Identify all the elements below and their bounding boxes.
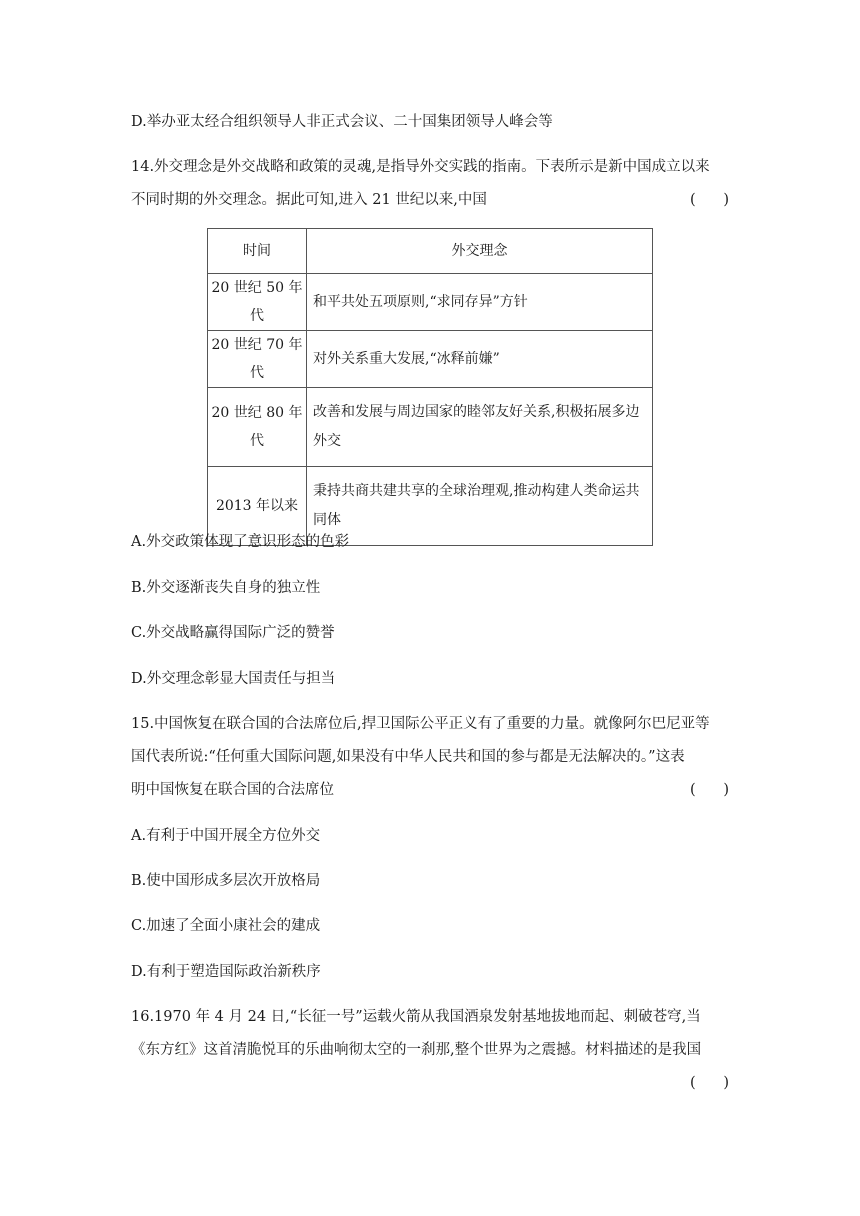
q14-option-b: B.外交逐渐丧失自身的独立性 [131,580,321,596]
table-cell-idea [307,388,653,467]
table-cell-time: 2013 年以来 [208,467,307,546]
q16-stem-line-1: 16.1970 年 4 月 24 日,“长征一号”运载火箭从我国酒泉发射基地拔地而起、刺破苍穹,当 [131,1009,701,1025]
q15-option-c: C.加速了全面小康社会的建成 [131,918,321,934]
table-cell-time: 20 世纪 50 年代 [208,274,307,331]
table-cell-time: 20 世纪 70 年代 [208,331,307,388]
q14-option-d: D.外交理念彰显大国责任与担当 [131,671,336,687]
table-cell-idea: 和平共处五项原则,“求同存异”方针 [307,274,653,331]
q15-stem-line-1: 15.中国恢复在联合国的合法席位后,捍卫国际公平正义有了重要的力量。就像阿尔巴尼亚等 [131,716,710,732]
q15-stem-line-3: 明中国恢复在联合国的合法席位 [131,782,334,798]
q15-stem-line-2: 国代表所说:“任何重大国际问题,如果没有中华人民共和国的参与都是无法解决的。”这表 [131,749,685,765]
table-cell-idea: 对外关系重大发展,“冰释前嫌” [307,331,653,388]
table-header-row [208,229,653,274]
table-row [208,274,653,331]
table-cell-idea-text: 秉持共商共建共享的全球治理观,推动构建人类命运共同体 [313,483,640,528]
q16-stem-line-2: 《东方红》这首清脆悦耳的乐曲响彻太空的一刹那,整个世界为之震撼。材料描述的是我国 [131,1042,702,1058]
table-cell-time: 20 世纪 80 年代 [208,388,307,467]
q15-answer-blank: ( ) [690,782,729,798]
q14-option-a: A.外交政策体现了意识形态的色彩 [131,534,350,550]
table-header-idea: 外交理念 [307,229,653,274]
q13-option-d: D.举办亚太经合组织领导人非正式会议、二十国集团领导人峰会等 [131,114,553,130]
q14-diplomacy-table [207,228,653,546]
table-header-time: 时间 [208,229,307,274]
q15-option-b: B.使中国形成多层次开放格局 [131,873,321,889]
table-cell-idea [307,467,653,546]
table-cell-idea-text: 改善和发展与周边国家的睦邻友好关系,积极拓展多边外交 [313,404,640,449]
q14-stem-line-2: 不同时期的外交理念。据此可知,进入 21 世纪以来,中国 [131,192,487,208]
q16-answer-blank: ( ) [690,1075,729,1091]
q15-option-a: A.有利于中国开展全方位外交 [131,828,321,844]
q14-answer-blank: ( ) [690,192,729,208]
table-row [208,331,653,388]
q14-stem-line-1: 14.外交理念是外交战略和政策的灵魂,是指导外交实践的指南。下表所示是新中国成立以来 [131,159,710,175]
q15-option-d: D.有利于塑造国际政治新秩序 [131,964,321,980]
table-row [208,388,653,467]
q14-option-c: C.外交战略赢得国际广泛的赞誉 [131,625,335,641]
